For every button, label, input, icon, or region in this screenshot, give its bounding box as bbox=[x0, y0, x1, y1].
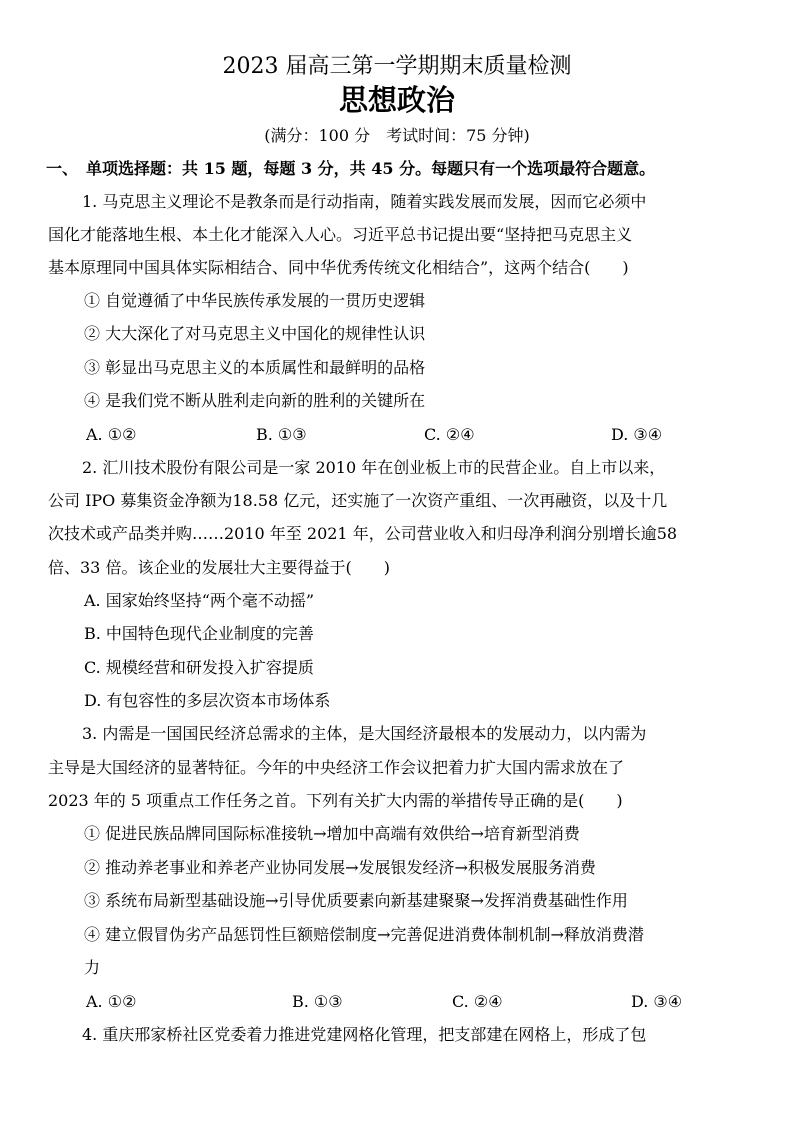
subject-title: 思想政治 bbox=[338, 83, 455, 117]
q2-stem-line-2: 公司 IPO 募集资金净额为18.58 亿元，还实施了一次资产重组、一次再融资，以及十几 bbox=[48, 491, 668, 510]
q1-item-3: ③ 彰显出马克思主义的本质属性和最鲜明的品格 bbox=[84, 358, 426, 377]
q1-choice-c: C. ②④ bbox=[424, 425, 475, 444]
q2-option-c: C. 规模经营和研发投入扩容提质 bbox=[84, 658, 314, 677]
q3-stem-line-3: 2023 年的 5 项重点工作任务之首。下列有关扩大内需的举措传导正确的是( ) bbox=[48, 791, 623, 810]
q1-choice-a: A. ①② bbox=[86, 425, 137, 444]
q4-stem-line-1: 4. 重庆邢家桥社区党委着力推进党建网格化管理，把支部建在网格上，形成了包 bbox=[82, 1025, 647, 1044]
q3-item-3: ③ 系统布局新型基础设施→引导优质要素向新基建聚聚→发挥消费基础性作用 bbox=[84, 891, 628, 910]
section-heading: 一、 单项选择题：共 15 题，每题 3 分，共 45 分。每题只有一个选项最符合题意。 bbox=[46, 159, 656, 178]
q1-choice-d: D. ③④ bbox=[611, 425, 663, 444]
q2-option-a: A. 国家始终坚持“两个毫不动摇” bbox=[84, 591, 315, 610]
q2-option-b: B. 中国特色现代企业制度的完善 bbox=[84, 624, 314, 643]
q2-stem-line-4: 倍、33 倍。该企业的发展壮大主要得益于( ) bbox=[48, 558, 390, 577]
q3-item-4-continued: 力 bbox=[84, 958, 101, 977]
q3-choice-d: D. ③④ bbox=[631, 992, 683, 1011]
q1-stem-line-2: 国化才能落地生根、本土化才能深入人心。习近平总书记提出要“坚持把马克思主义 bbox=[48, 225, 633, 244]
q1-item-2: ② 大大深化了对马克思主义中国化的规律性认识 bbox=[84, 324, 426, 343]
q3-stem-line-2: 主导是大国经济的显著特征。今年的中央经济工作会议把着力扩大国内需求放在了 bbox=[48, 758, 625, 777]
q2-stem-line-1: 2. 汇川技术股份有限公司是一家 2010 年在创业板上市的民营企业。自上市以来， bbox=[82, 458, 666, 477]
q1-stem-line-3: 基本原理同中国具体实际相结合、同中华优秀传统文化相结合”，这两个结合( ) bbox=[48, 258, 629, 277]
exam-meta: (满分：100 分 考试时间：75 分钟) bbox=[264, 126, 530, 145]
q1-item-1: ① 自觉遵循了中华民族传承发展的一贯历史逻辑 bbox=[84, 291, 426, 310]
q3-item-2: ② 推动养老事业和养老产业协同发展→发展银发经济→积极发展服务消费 bbox=[84, 858, 596, 877]
exam-title: 2023 届高三第一学期期末质量检测 bbox=[222, 54, 572, 79]
q3-item-1: ① 促进民族品牌同国际标准接轨→增加中高端有效供给→培育新型消费 bbox=[84, 824, 580, 843]
q2-stem-line-3: 次技术或产品类并购……2010 年至 2021 年，公司营业收入和归母净利润分别增长逾58 bbox=[48, 524, 678, 543]
q3-item-4: ④ 建立假冒伪劣产品惩罚性巨额赔偿制度→完善促进消费体制机制→释放消费潜 bbox=[84, 925, 644, 944]
q1-stem-line-1: 1. 马克思主义理论不是教条而是行动指南，随着实践发展而发展，因而它必须中 bbox=[82, 192, 647, 211]
q2-option-d: D. 有包容性的多层次资本市场体系 bbox=[84, 691, 331, 710]
q1-choice-b: B. ①③ bbox=[256, 425, 307, 444]
q3-choice-a: A. ①② bbox=[86, 992, 137, 1011]
q3-choice-c: C. ②④ bbox=[452, 992, 503, 1011]
q3-stem-line-1: 3. 内需是一国国民经济总需求的主体，是大国经济最根本的发展动力，以内需为 bbox=[82, 724, 647, 743]
q1-item-4: ④ 是我们党不断从胜利走向新的胜利的关键所在 bbox=[84, 391, 426, 410]
q3-choice-b: B. ①③ bbox=[292, 992, 343, 1011]
